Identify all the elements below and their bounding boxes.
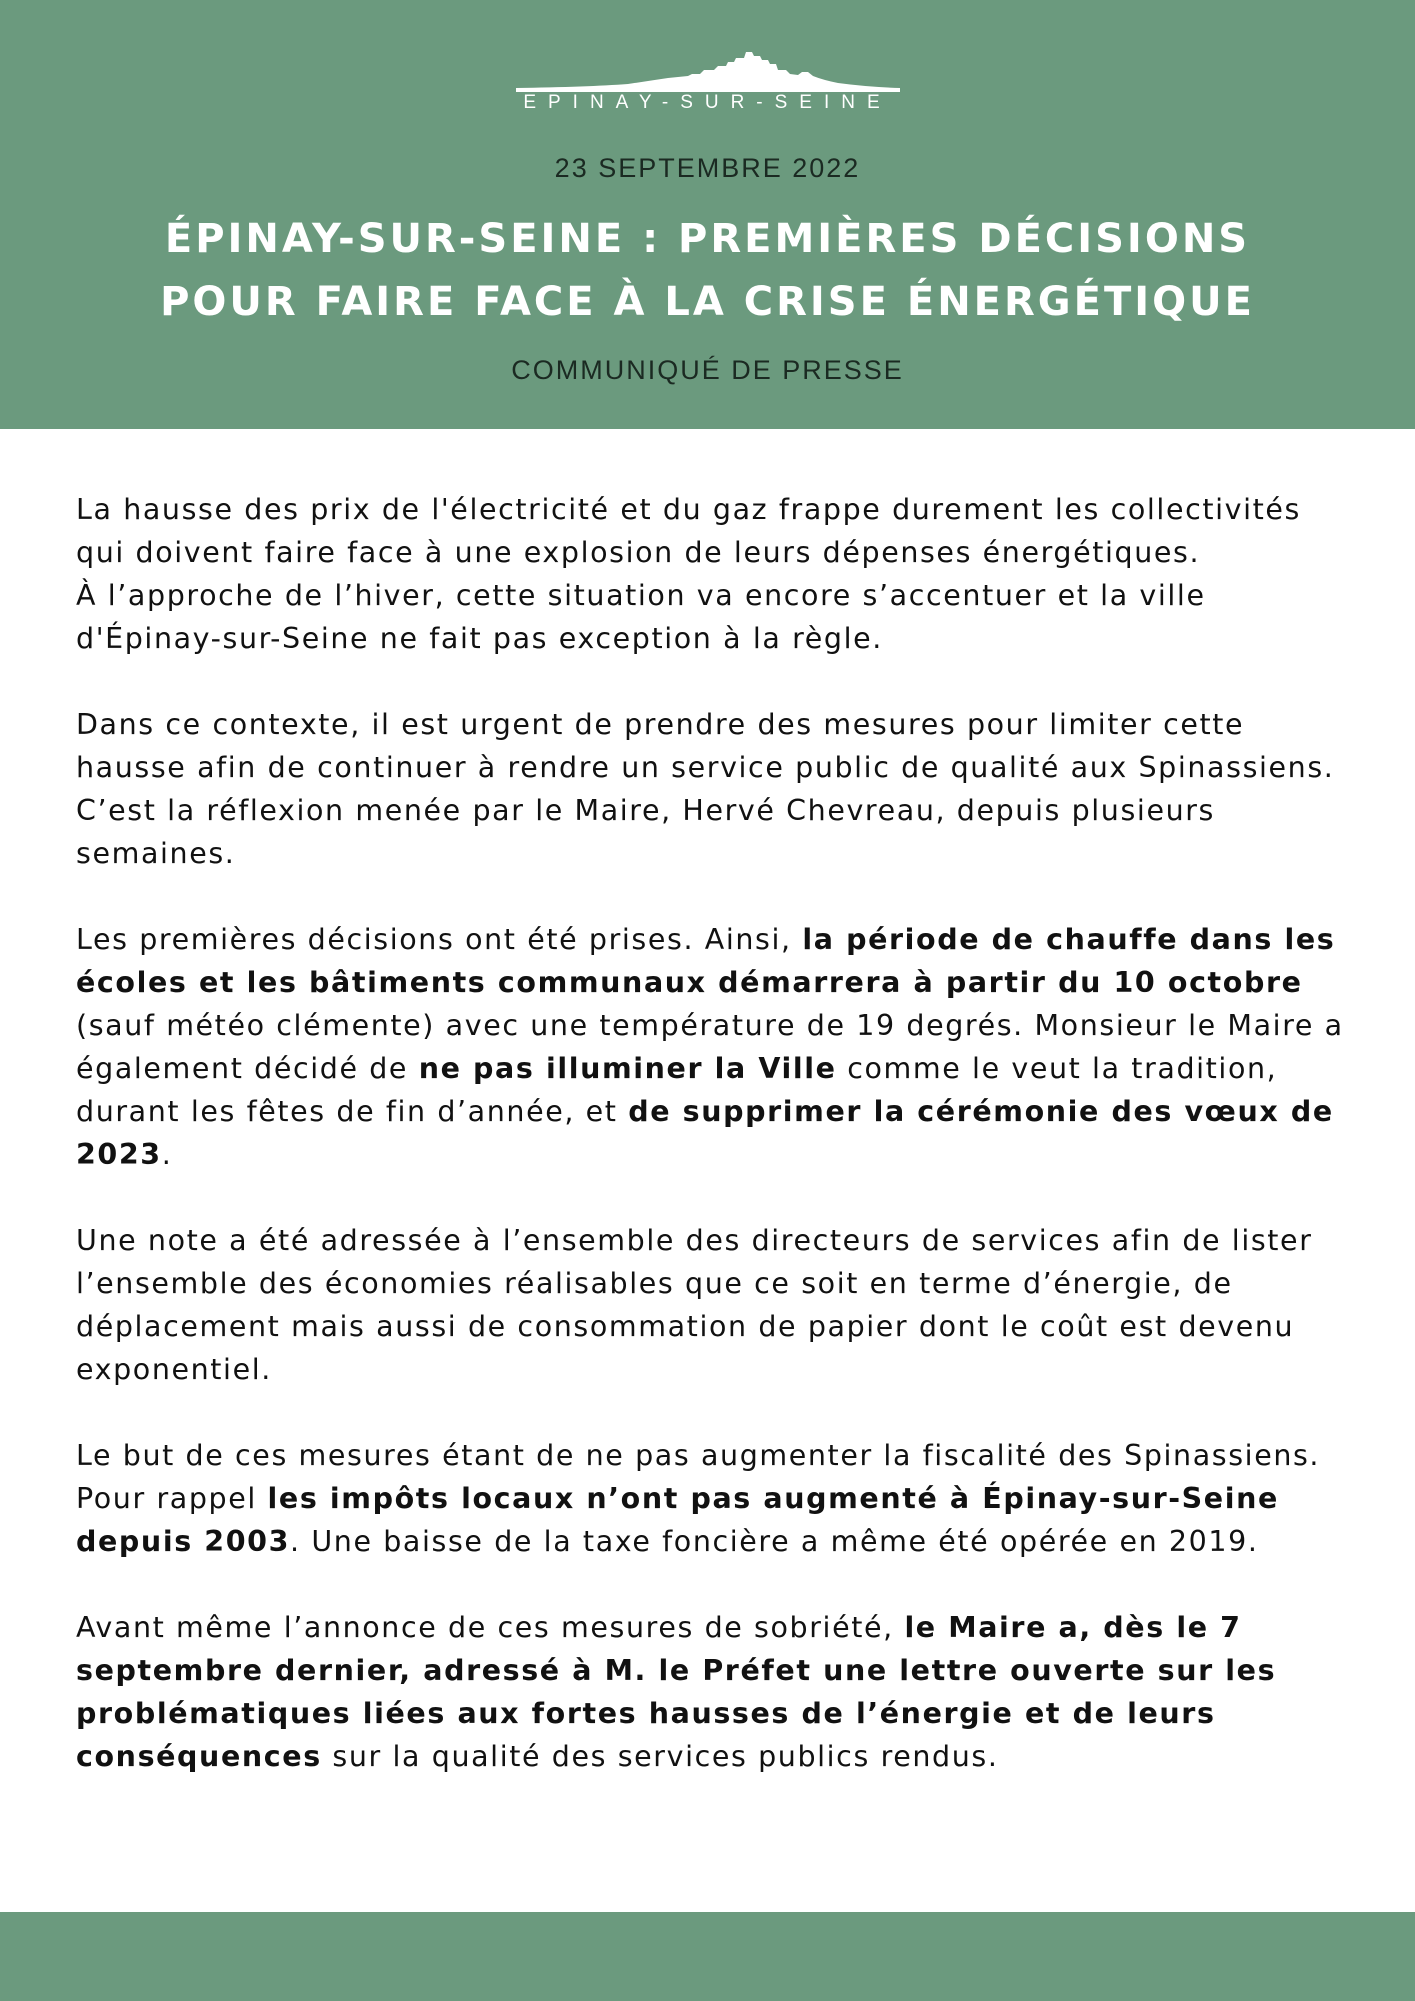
p3-bold-ceremony: de supprimer la cérémonie des vœux de 2023 bbox=[76, 1095, 1334, 1171]
paragraph-1 bbox=[76, 488, 1346, 660]
p5-bold-taxes: les impôts locaux n’ont pas augmenté à Épinay-sur-Seine depuis 2003 bbox=[76, 1482, 1279, 1558]
paragraph-1-a: La hausse des prix de l'électricité et du gaz frappe durement les collectivités qui doivent faire face à une explosion de leurs dépenses énergétiques. bbox=[76, 493, 1301, 569]
p6-bold-letter: le Maire a, dès le 7 septembre dernier, adressé à M. le Préfet une lettre ouverte sur les problématiques liées aux fortes hausses de l’énergie et de leurs conséquences bbox=[76, 1611, 1277, 1773]
header-banner bbox=[0, 0, 1415, 429]
paragraph-4: Une note a été adressée à l’ensemble des directeurs de services afin de lister l’ensemble des économies réalisables que ce soit en terme d’énergie, de déplacement mais aussi de consommation de papier dont le coût est devenu exponentiel. bbox=[76, 1224, 1313, 1386]
title-line-2: POUR FAIRE FACE À LA CRISE ÉNERGÉTIQUE bbox=[160, 279, 1255, 325]
footer-banner bbox=[0, 1912, 1415, 2001]
press-date: 23 SEPTEMBRE 2022 bbox=[554, 153, 861, 183]
logo-text: EPINAY-SUR-SEINE bbox=[523, 92, 892, 113]
p5-text-2: . Une baisse de la taxe foncière a même été opérée en 2019. bbox=[290, 1525, 1259, 1558]
paragraph-3 bbox=[76, 918, 1346, 1176]
page-title bbox=[100, 208, 1315, 334]
p3-text-4: . bbox=[161, 1138, 173, 1171]
paragraph-5 bbox=[76, 1434, 1346, 1563]
p3-bold-lighting: ne pas illuminer la Ville bbox=[418, 1052, 837, 1085]
paragraph-2: Dans ce contexte, il est urgent de prendre des mesures pour limiter cette hausse afin de continuer à rendre un service public de qualité aux Spinassiens. C’est la réflexion menée par le Maire, Hervé Chevreau, depuis plusieurs semaines. bbox=[76, 708, 1335, 870]
paragraph-6 bbox=[76, 1606, 1346, 1778]
p6-text-1: Avant même l’annonce de ces mesures de sobriété, bbox=[76, 1611, 905, 1644]
title-line-1: ÉPINAY-SUR-SEINE : PREMIÈRES DÉCISIONS bbox=[164, 216, 1251, 262]
article-body bbox=[76, 488, 1346, 1821]
skyline-icon bbox=[508, 50, 908, 94]
p3-text-3: comme le veut la tradition, durant les fêtes de fin d’année, et bbox=[76, 1052, 1278, 1128]
p3-bold-heating: la période de chauffe dans les écoles et les bâtiments communaux démarrera à partir du 10 octobre bbox=[76, 923, 1336, 999]
p5-text-1: Le but de ces mesures étant de ne pas augmenter la fiscalité des Spinassiens. Pour rappel bbox=[76, 1439, 1321, 1515]
document-type: COMMUNIQUÉ DE PRESSE bbox=[511, 355, 904, 385]
p3-text-1: Les premières décisions ont été prises. Ainsi, bbox=[76, 923, 803, 956]
p6-text-2: sur la qualité des services publics rendus. bbox=[321, 1740, 999, 1773]
paragraph-1-b: À l’approche de l’hiver, cette situation va encore s’accentuer et la ville d'Épinay-sur-Seine ne fait pas exception à la règle. bbox=[76, 579, 1206, 655]
p3-text-2: (sauf météo clémente) avec une température de 19 degrés. Monsieur le Maire a également décidé de bbox=[76, 1009, 1344, 1085]
